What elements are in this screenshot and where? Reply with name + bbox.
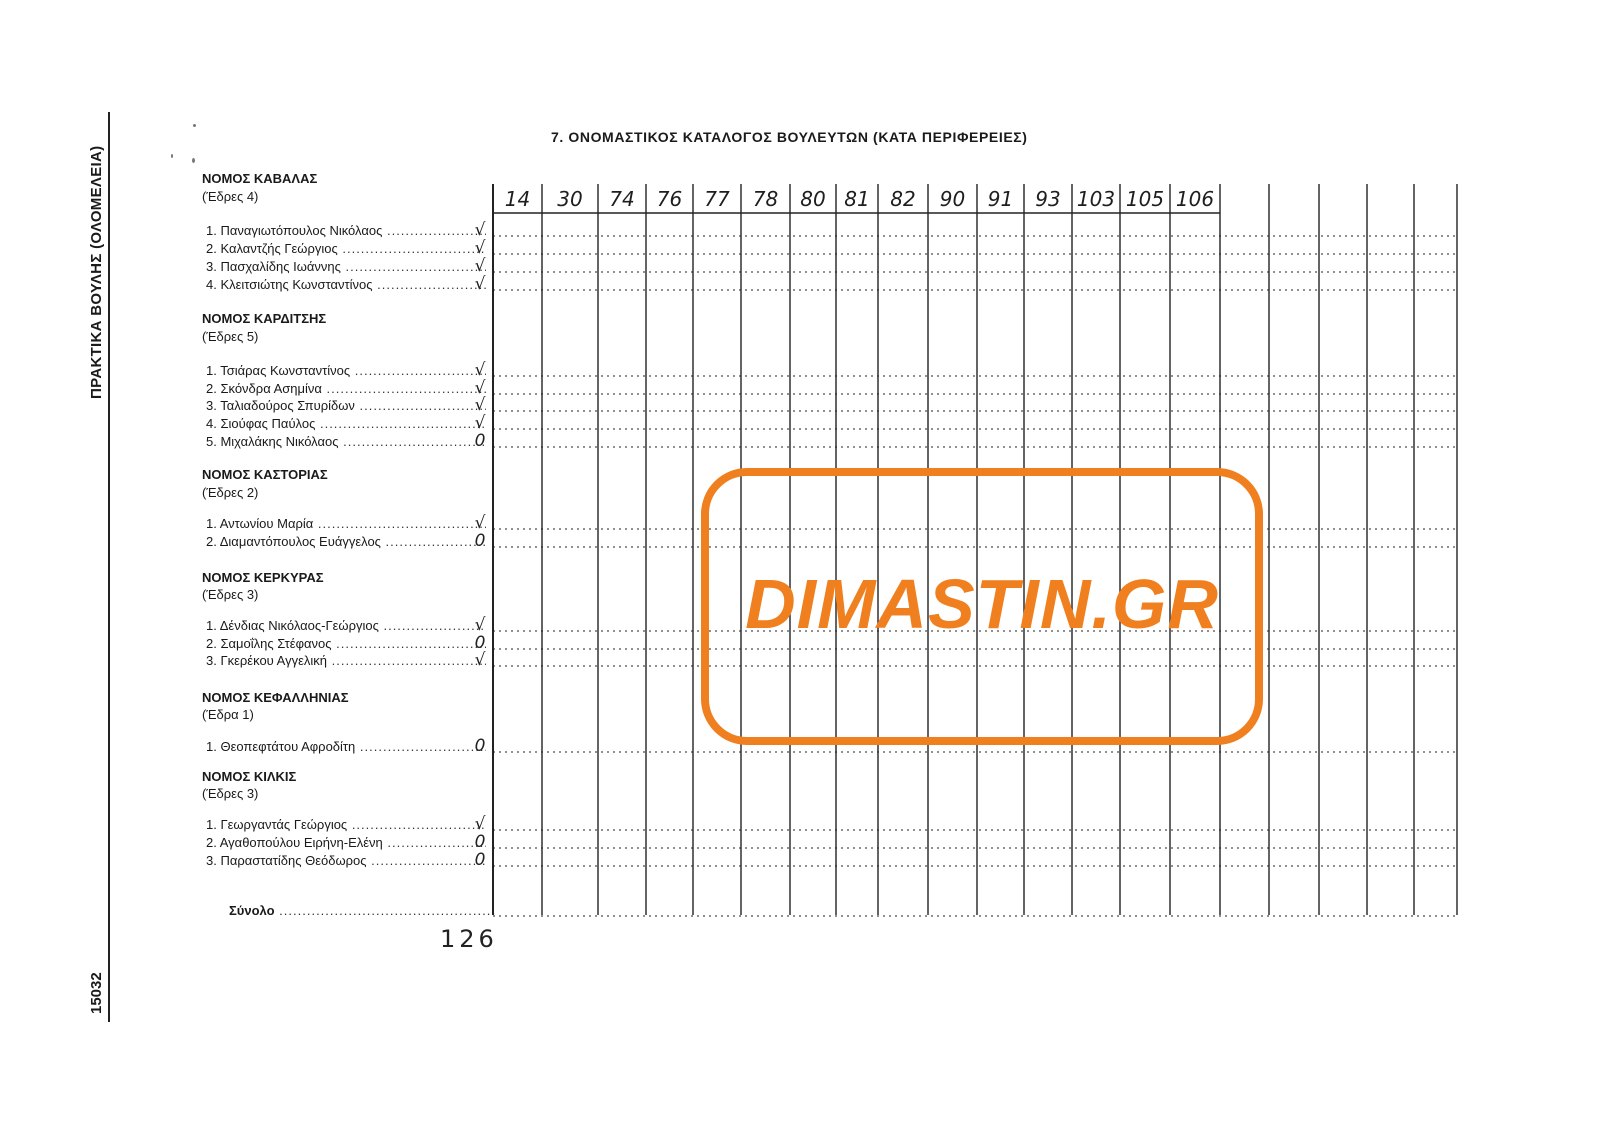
- group-seats: (Έδρες 4): [202, 189, 259, 204]
- column-label: 106: [1175, 187, 1215, 211]
- vote-mark: √: [474, 513, 486, 533]
- vote-mark: 0: [474, 832, 486, 852]
- member-name: 1. Γεωργαντάς Γεώργιος .....: [206, 816, 486, 833]
- watermark-frame: [701, 468, 1263, 745]
- vote-mark: 0: [474, 633, 486, 653]
- column-label: 103: [1076, 187, 1116, 211]
- member-name: 1. Τσιάρας Κωνσταντίνος .....: [206, 362, 486, 379]
- group-title: ΝΟΜΟΣ ΚΑΒΑΛΑΣ: [202, 171, 318, 186]
- vote-mark: 0: [474, 531, 486, 551]
- column-label: 14: [504, 187, 531, 211]
- member-name: 3. Ταλιαδούρος Σπυρίδων .....: [206, 397, 486, 414]
- vote-mark: √: [474, 378, 486, 398]
- column-label: 80: [800, 187, 826, 211]
- member-name: 1. Αντωνίου Μαρία .....: [206, 515, 486, 532]
- side-title: ΠΡΑΚΤΙΚΑ ΒΟΥΛΗΣ (ΟΛΟΜΕΛΕΙΑ): [88, 145, 105, 399]
- side-rule: [108, 112, 110, 1022]
- member-name: 4. Κλειτσιώτης Κωνσταντίνος .....: [206, 276, 486, 293]
- vote-mark: √: [474, 220, 486, 240]
- vote-mark: √: [474, 256, 486, 276]
- group-seats: (Έδρες 3): [202, 587, 259, 602]
- group-title: ΝΟΜΟΣ ΚΕΡΚΥΡΑΣ: [202, 570, 324, 585]
- vote-mark: 0: [474, 850, 486, 870]
- member-name: 1. Παναγιωτόπουλος Νικόλαος .....: [206, 222, 486, 239]
- column-label: 30: [557, 187, 583, 211]
- column-label: 90: [939, 187, 966, 211]
- vote-mark: √: [474, 814, 486, 834]
- member-name: 1. Θεοπεφτάτου Αφροδίτη .....: [206, 738, 486, 755]
- total-label: Σύνολο .....: [229, 902, 491, 919]
- vote-mark: √: [474, 413, 486, 433]
- total-value: 126: [440, 925, 498, 953]
- column-label: 77: [704, 187, 730, 211]
- page-number: 15032: [88, 972, 105, 1014]
- vote-mark: √: [474, 395, 486, 415]
- column-label: [1220, 186, 1269, 212]
- scan-speck: [193, 124, 196, 127]
- group-seats: (Έδρες 5): [202, 329, 259, 344]
- vote-mark: √: [474, 274, 486, 294]
- vote-mark: √: [474, 615, 486, 635]
- watermark-text: DIMASTIN.GR: [745, 565, 1219, 643]
- column-label: 74: [609, 187, 635, 211]
- member-name: 2. Σκόνδρα Ασημίνα .....: [206, 380, 486, 397]
- group-title: ΝΟΜΟΣ ΚΑΣΤΟΡΙΑΣ: [202, 467, 328, 482]
- scan-speck: [192, 158, 195, 163]
- column-label: [1319, 186, 1367, 212]
- vote-mark: 0: [474, 736, 486, 756]
- vote-mark: √: [474, 238, 486, 258]
- column-label: [1367, 186, 1414, 212]
- group-seats: (Έδρες 2): [202, 485, 259, 500]
- column-label: [1414, 186, 1457, 212]
- group-title: ΝΟΜΟΣ ΚΑΡΔΙΤΣΗΣ: [202, 311, 327, 326]
- column-label: 82: [890, 187, 916, 211]
- member-name: 3. Γκερέκου Αγγελική .....: [206, 652, 486, 669]
- vote-mark: √: [474, 650, 486, 670]
- member-name: 3. Παραστατίδης Θεόδωρος .....: [206, 852, 486, 869]
- column-label: 76: [656, 187, 683, 211]
- member-name: 2. Αγαθοπούλου Ειρήνη-Ελένη .....: [206, 834, 486, 851]
- column-label: 81: [844, 187, 870, 211]
- column-label: 91: [987, 187, 1014, 211]
- column-label: 78: [752, 187, 779, 211]
- column-label: [1269, 186, 1319, 212]
- member-name: 1. Δένδιας Νικόλαος-Γεώργιος .....: [206, 617, 486, 634]
- member-name: 2. Διαμαντόπουλος Ευάγγελος .....: [206, 533, 486, 550]
- group-title: ΝΟΜΟΣ ΚΕΦΑΛΛΗΝΙΑΣ: [202, 690, 349, 705]
- member-name: 2. Καλαντζής Γεώργιος .....: [206, 240, 486, 257]
- document-title: 7. ΟΝΟΜΑΣΤΙΚΟΣ ΚΑΤΑΛΟΓΟΣ ΒΟΥΛΕΥΤΩΝ (ΚΑΤΑ ΠΕΡΙΦΕΡΕΙΕΣ): [551, 129, 1028, 145]
- column-label: 93: [1035, 187, 1061, 211]
- side-header: [88, 112, 110, 1022]
- group-title: ΝΟΜΟΣ ΚΙΛΚΙΣ: [202, 769, 297, 784]
- group-seats: (Έδρα 1): [202, 707, 254, 722]
- member-name: 4. Σιούφας Παύλος .....: [206, 415, 486, 432]
- member-name: 5. Μιχαλάκης Νικόλαος .....: [206, 433, 486, 450]
- group-seats: (Έδρες 3): [202, 786, 259, 801]
- scan-speck: [171, 154, 173, 158]
- vote-mark: √: [474, 360, 486, 380]
- vote-mark: 0: [474, 431, 486, 451]
- member-name: 3. Πασχαλίδης Ιωάννης .....: [206, 258, 486, 275]
- member-name: 2. Σαμοΐλης Στέφανος .....: [206, 635, 486, 652]
- column-label: 105: [1125, 187, 1165, 211]
